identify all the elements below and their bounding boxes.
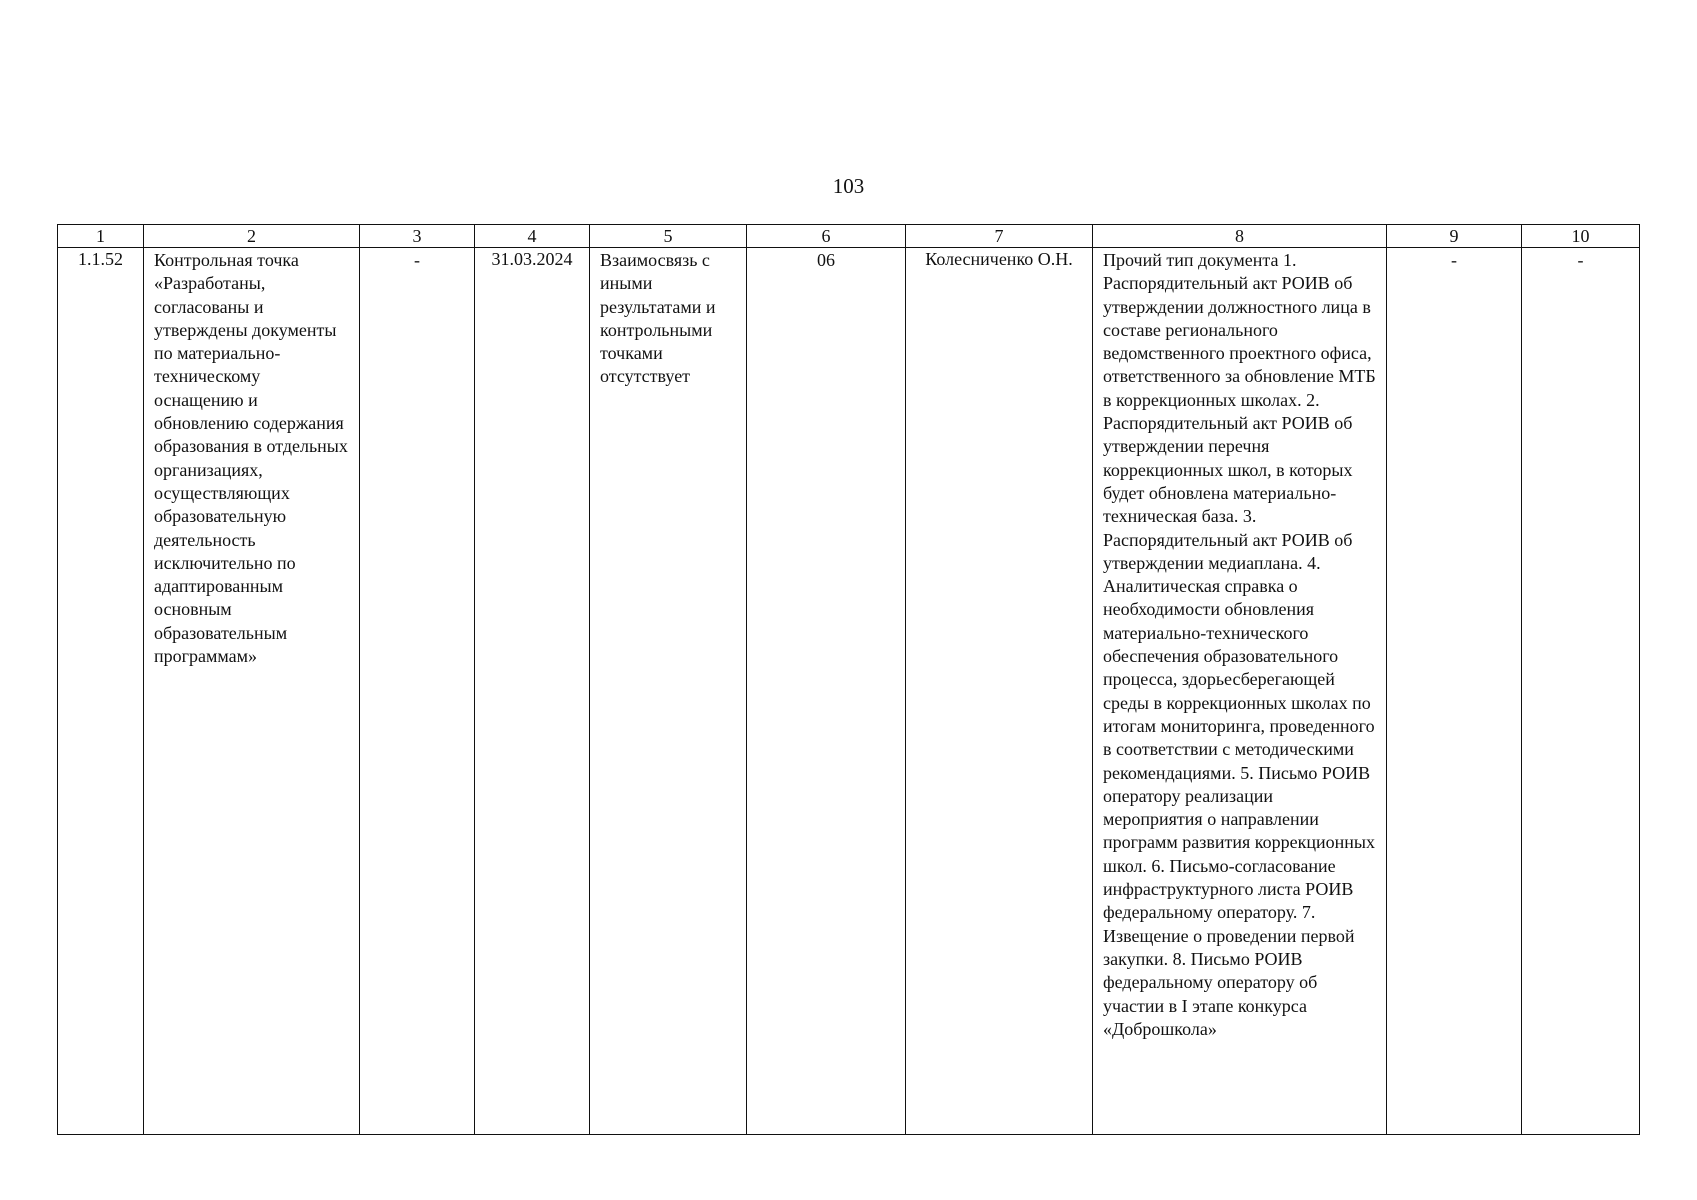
control-point-table <box>57 224 1640 1135</box>
column-header-1: 1 <box>58 225 144 248</box>
cell-col9: - <box>1387 248 1522 1135</box>
cell-col3: - <box>360 248 475 1135</box>
page-number: 103 <box>832 174 865 198</box>
header-row <box>58 225 1640 248</box>
column-header-9: 9 <box>1387 225 1522 248</box>
cell-documents: Прочий тип документа 1. Распорядительный акт РОИВ об утверждении должностного лица в составе регионального ведомственного проектного офиса, ответственного за обновление МТБ в коррекционных школах. 2. Распорядительный акт РОИВ об утверждении перечня коррекционных школ, в которых будет обновлена материально-техническая база. 3. Распорядительный акт РОИВ об утверждении медиаплана. 4. Аналитическая справка о необходимости обновления материально-технического обеспечения образовательного процесса, здорьесберегающей среды в коррекционных школах по итогам мониторинга, проведенного в соответствии с методическими рекомендациями. 5. Письмо РОИВ оператору реализации мероприятия о направлении программ развития коррекционных школ. 6. Письмо-согласование инфраструктурного листа РОИВ федеральному оператору. 7. Извещение о проведении первой закупки. 8. Письмо РОИВ федеральному оператору об участии в I этапе конкурса «Доброшкола» <box>1093 248 1387 1135</box>
column-header-5: 5 <box>590 225 747 248</box>
cell-code: 06 <box>747 248 906 1135</box>
column-header-6: 6 <box>747 225 906 248</box>
cell-item-number: 1.1.52 <box>58 248 144 1135</box>
column-header-2: 2 <box>144 225 360 248</box>
column-header-7: 7 <box>906 225 1093 248</box>
column-header-10: 10 <box>1522 225 1640 248</box>
cell-responsible-person: Колесниченко О.Н. <box>906 248 1093 1135</box>
table-row <box>58 248 1640 1135</box>
column-header-8: 8 <box>1093 225 1387 248</box>
cell-date: 31.03.2024 <box>475 248 590 1135</box>
column-header-3: 3 <box>360 225 475 248</box>
cell-relationship: Взаимосвязь с иными результатами и контрольными точками отсутствует <box>590 248 747 1135</box>
cell-col10: - <box>1522 248 1640 1135</box>
cell-control-point-name: Контрольная точка «Разработаны, согласованы и утверждены документы по материально-техническому оснащению и обновлению содержания образования в отдельных организациях, осуществляющих образовательную деятельность исключительно по адаптированным основным образовательным программам» <box>144 248 360 1135</box>
column-header-4: 4 <box>475 225 590 248</box>
